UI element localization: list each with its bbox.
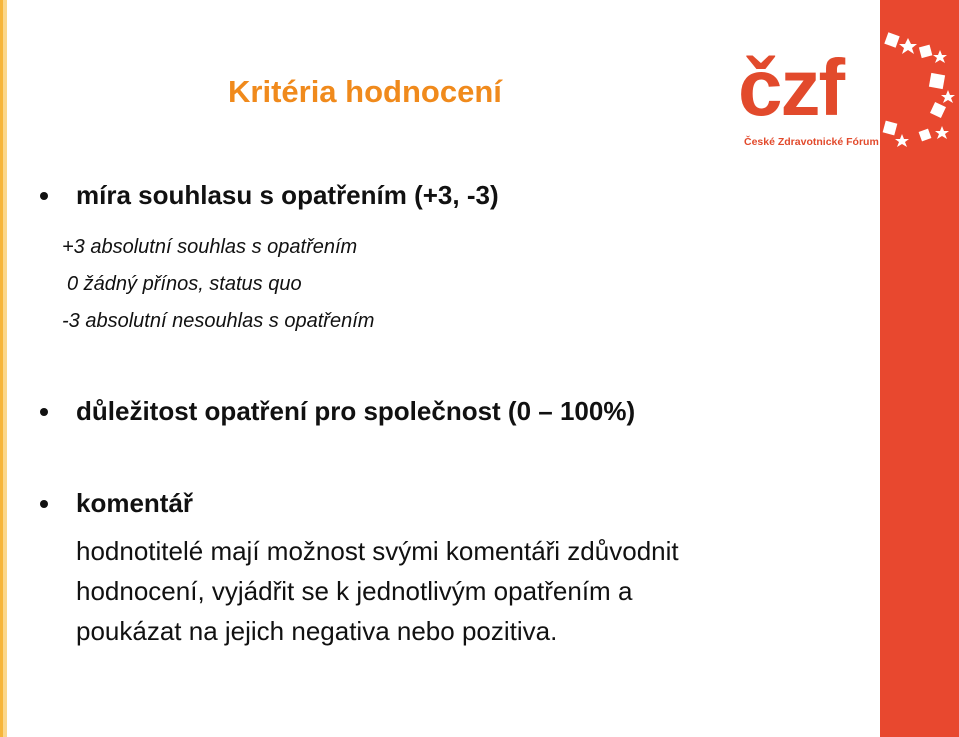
bullet-dot [40, 500, 48, 508]
comment-line-3: poukázat na jejich negativa nebo pozitiva. [76, 616, 558, 646]
logo-star-ring-icon [880, 30, 959, 155]
czf-logo [730, 30, 959, 155]
scale-line-zero: 0 žádný přínos, status quo [67, 273, 302, 295]
logo-letters: čzf [738, 43, 844, 132]
left-accent-bar [0, 0, 7, 737]
bullet-comment-text: komentář [76, 488, 194, 518]
bullet-dot [40, 408, 48, 416]
bullet-agreement-text: míra souhlasu s opatřením (+3, -3) [76, 180, 499, 210]
comment-line-1: hodnotitelé mají možnost svými komentáři zdůvodnit [76, 536, 679, 566]
slide-title: Kritéria hodnocení [228, 74, 502, 109]
comment-line-2: hodnocení, vyjádřit se k jednotlivým opatřením a [76, 576, 633, 606]
bullet-dot [40, 192, 48, 200]
logo-subtitle: České Zdravotnické Fórum [744, 136, 879, 148]
bullet-importance-text: důležitost opatření pro společnost (0 – 100%) [76, 396, 636, 426]
scale-line-plus3: +3 absolutní souhlas s opatřením [62, 236, 358, 258]
scale-line-minus3: -3 absolutní nesouhlas s opatřením [62, 310, 375, 332]
